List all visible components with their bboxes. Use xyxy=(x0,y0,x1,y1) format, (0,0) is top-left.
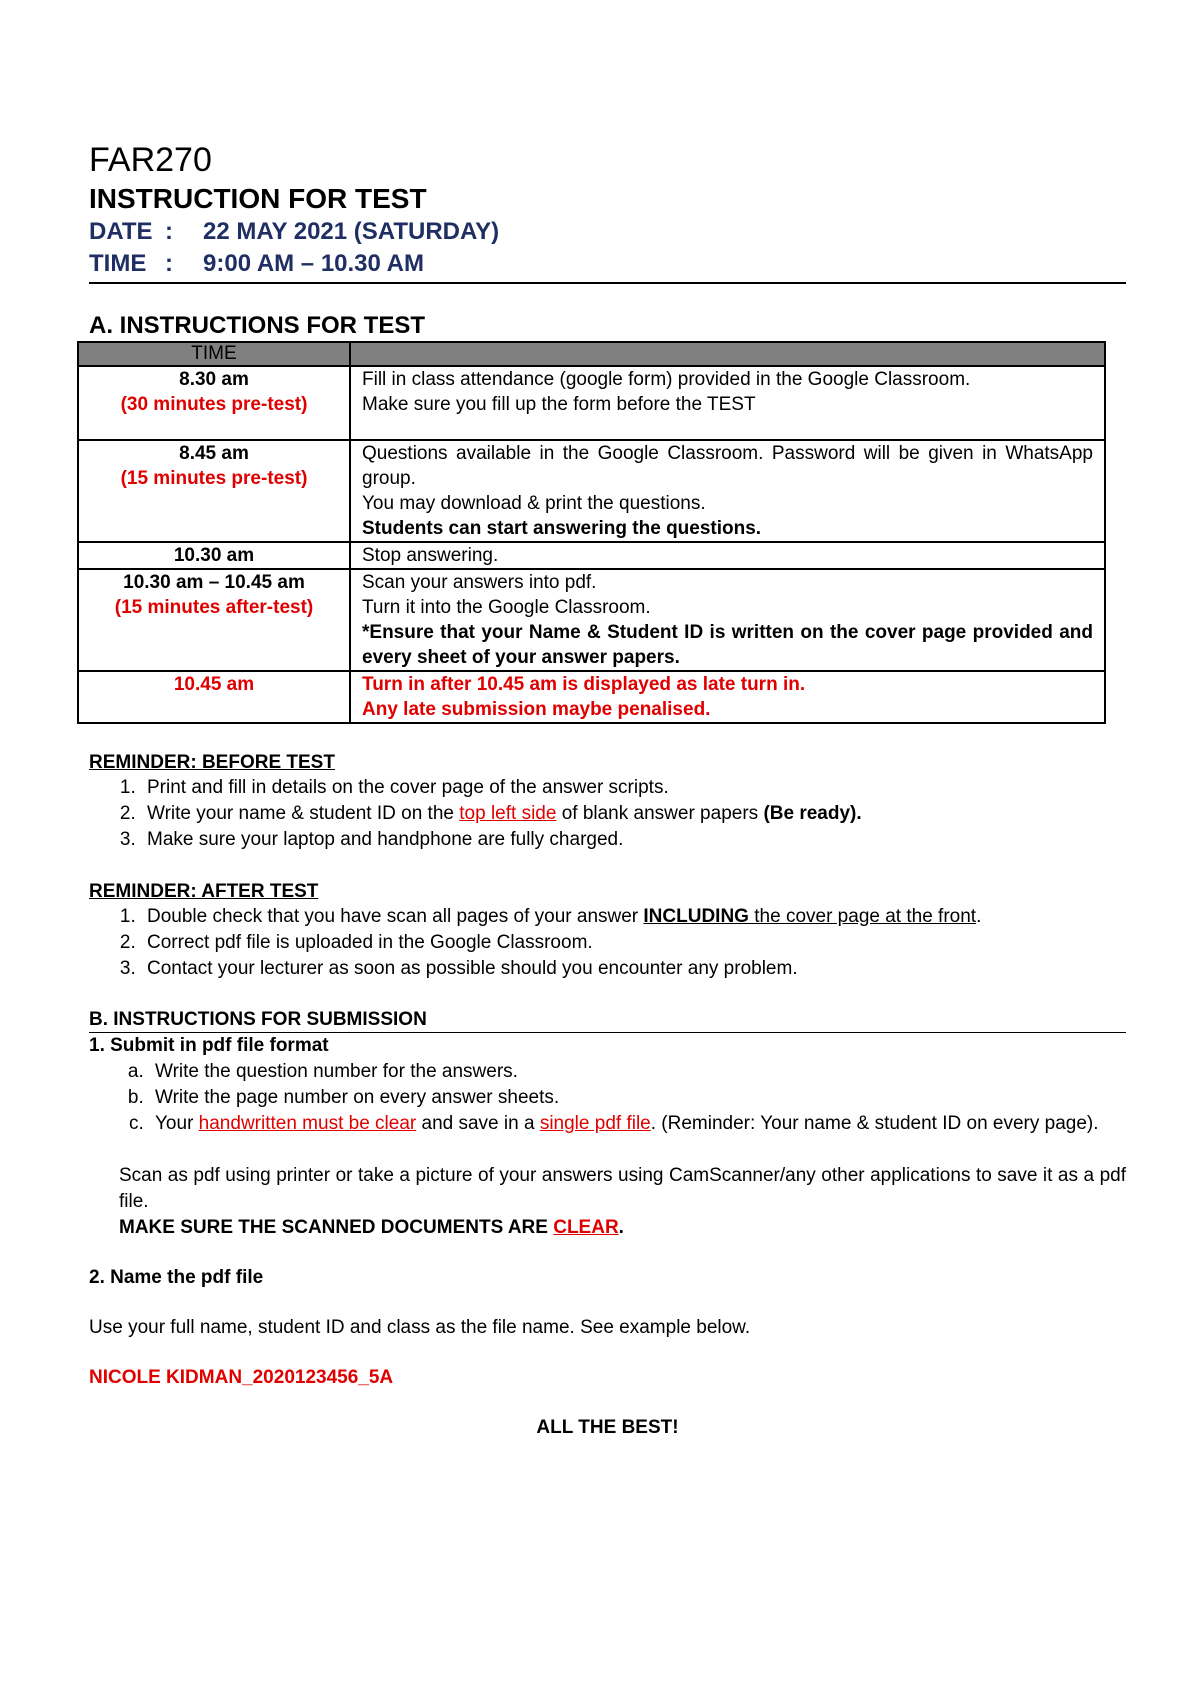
table-row xyxy=(78,569,1105,671)
table-header-row xyxy=(78,342,1105,366)
list-item xyxy=(149,1059,1126,1085)
item-text: and save in a xyxy=(416,1113,540,1134)
document-title: INSTRUCTION FOR TEST xyxy=(89,183,427,214)
list-item xyxy=(141,775,1126,801)
reminder-before-list xyxy=(89,775,1126,853)
row-note: (15 minutes after-test) xyxy=(114,597,314,618)
list-item xyxy=(141,930,1126,956)
list-item xyxy=(141,827,1126,853)
including-text: INCLUDING xyxy=(643,906,749,927)
name-pdf-heading: 2. Name the pdf file xyxy=(89,1267,264,1288)
table-row xyxy=(78,366,1105,440)
reminder-after-item-2: Correct pdf file is uploaded in the Google Classroom. xyxy=(147,932,593,953)
be-ready-text: (Be ready). xyxy=(763,803,862,824)
row-time-cell xyxy=(78,542,350,569)
date-value: 22 MAY 2021 (SATURDAY) xyxy=(203,218,500,245)
reminder-after-item-3: Contact your lecturer as soon as possible should you encounter any problem. xyxy=(147,958,798,979)
submission-list xyxy=(89,1059,1126,1137)
row-desc-cell xyxy=(350,569,1105,671)
list-item xyxy=(141,904,1126,930)
item-text: Double check that you have scan all pages of your answer xyxy=(147,906,644,927)
row-line: Make sure you fill up the form before the TEST xyxy=(362,394,756,415)
row-desc-cell xyxy=(350,542,1105,569)
row-time-cell xyxy=(78,366,350,440)
item-text: . xyxy=(976,906,982,927)
make-sure-line xyxy=(89,1215,1126,1241)
row-bold-line: *Ensure that your Name & Student ID is written on the cover page provided and every sheet of your answer papers. xyxy=(362,622,1093,668)
reminder-before-item-1: Print and fill in details on the cover page of the answer scripts. xyxy=(147,777,669,798)
header-rule xyxy=(89,282,1126,284)
handwritten-clear-text: handwritten must be clear xyxy=(198,1113,417,1134)
item-text: Write the page number on every answer sheets. xyxy=(155,1087,560,1108)
row-bold-line: Students can start answering the questions. xyxy=(362,518,762,539)
row-time-cell xyxy=(78,440,350,542)
reminder-after-list xyxy=(89,904,1126,982)
row-desc-cell xyxy=(350,366,1105,440)
list-item xyxy=(149,1085,1126,1111)
row-line: Turn it into the Google Classroom. xyxy=(362,597,651,618)
row-line: You may download & print the questions. xyxy=(362,493,706,514)
table-row xyxy=(78,440,1105,542)
date-label: DATE xyxy=(89,218,153,245)
item-text: . (Reminder: Your name & student ID on every page). xyxy=(650,1113,1099,1134)
row-time-cell xyxy=(78,569,350,671)
closing-text: ALL THE BEST! xyxy=(536,1417,679,1438)
table-row xyxy=(78,542,1105,569)
table-header-time: TIME xyxy=(78,342,350,366)
course-code: FAR270 xyxy=(89,141,212,179)
row-time: 10.30 am xyxy=(173,545,255,566)
row-desc-cell xyxy=(350,440,1105,542)
time-value: 9:00 AM – 10.30 AM xyxy=(203,250,424,277)
single-pdf-text: single pdf file xyxy=(539,1113,651,1134)
document-page xyxy=(89,140,1126,1441)
clear-word: CLEAR xyxy=(553,1217,619,1238)
row-line: Turn in after 10.45 am is displayed as late turn in. xyxy=(362,674,806,695)
item-text: Write the question number for the answers. xyxy=(155,1061,518,1082)
row-time: 10.45 am xyxy=(173,674,255,695)
row-desc-cell xyxy=(350,671,1105,723)
schedule-table xyxy=(77,341,1106,724)
row-time: 8.45 am xyxy=(179,443,249,464)
time-line xyxy=(89,248,1126,280)
time-label: TIME xyxy=(89,250,147,277)
list-item xyxy=(149,1111,1126,1137)
row-line: Scan your answers into pdf. xyxy=(362,572,597,593)
filename-example: NICOLE KIDMAN_2020123456_5A xyxy=(89,1367,394,1388)
section-a-heading: A. INSTRUCTIONS FOR TEST xyxy=(89,312,425,339)
row-note: (15 minutes pre-test) xyxy=(120,468,308,489)
item-text: of blank answer papers xyxy=(556,803,764,824)
list-item xyxy=(141,801,1126,827)
make-sure-text: MAKE SURE THE SCANNED DOCUMENTS ARE xyxy=(119,1217,554,1238)
row-line: Questions available in the Google Classroom. Password will be given in WhatsApp group. xyxy=(362,443,1093,489)
submit-format-heading: 1. Submit in pdf file format xyxy=(89,1035,329,1056)
scan-instructions: Scan as pdf using printer or take a picture of your answers using CamScanner/any other applications to save it as a pdf file. xyxy=(119,1165,1126,1212)
row-line: Fill in class attendance (google form) provided in the Google Classroom. xyxy=(362,369,971,390)
section-b-heading: B. INSTRUCTIONS FOR SUBMISSION xyxy=(89,1008,1126,1033)
row-time: 10.30 am – 10.45 am xyxy=(123,572,305,593)
row-time: 8.30 am xyxy=(179,369,249,390)
reminder-before-heading: REMINDER: BEFORE TEST xyxy=(89,752,335,773)
row-line: Any late submission maybe penalised. xyxy=(362,699,711,720)
time-colon: : xyxy=(165,250,173,277)
date-colon: : xyxy=(165,218,173,245)
name-instructions: Use your full name, student ID and class as the file name. See example below. xyxy=(89,1317,751,1338)
row-note: (30 minutes pre-test) xyxy=(120,394,308,415)
reminder-before-item-3: Make sure your laptop and handphone are fully charged. xyxy=(147,829,624,850)
list-item xyxy=(141,956,1126,982)
item-text: Write your name & student ID on the xyxy=(147,803,460,824)
table-row xyxy=(78,671,1105,723)
date-line xyxy=(89,216,1126,248)
period: . xyxy=(618,1217,624,1238)
table-header-desc xyxy=(350,342,1105,366)
reminder-after-heading: REMINDER: AFTER TEST xyxy=(89,881,319,902)
top-left-side-text: top left side xyxy=(459,803,557,824)
row-line: Stop answering. xyxy=(362,545,499,566)
cover-page-text: the cover page at the front xyxy=(748,906,977,927)
item-text: Your xyxy=(155,1113,199,1134)
row-time-cell xyxy=(78,671,350,723)
